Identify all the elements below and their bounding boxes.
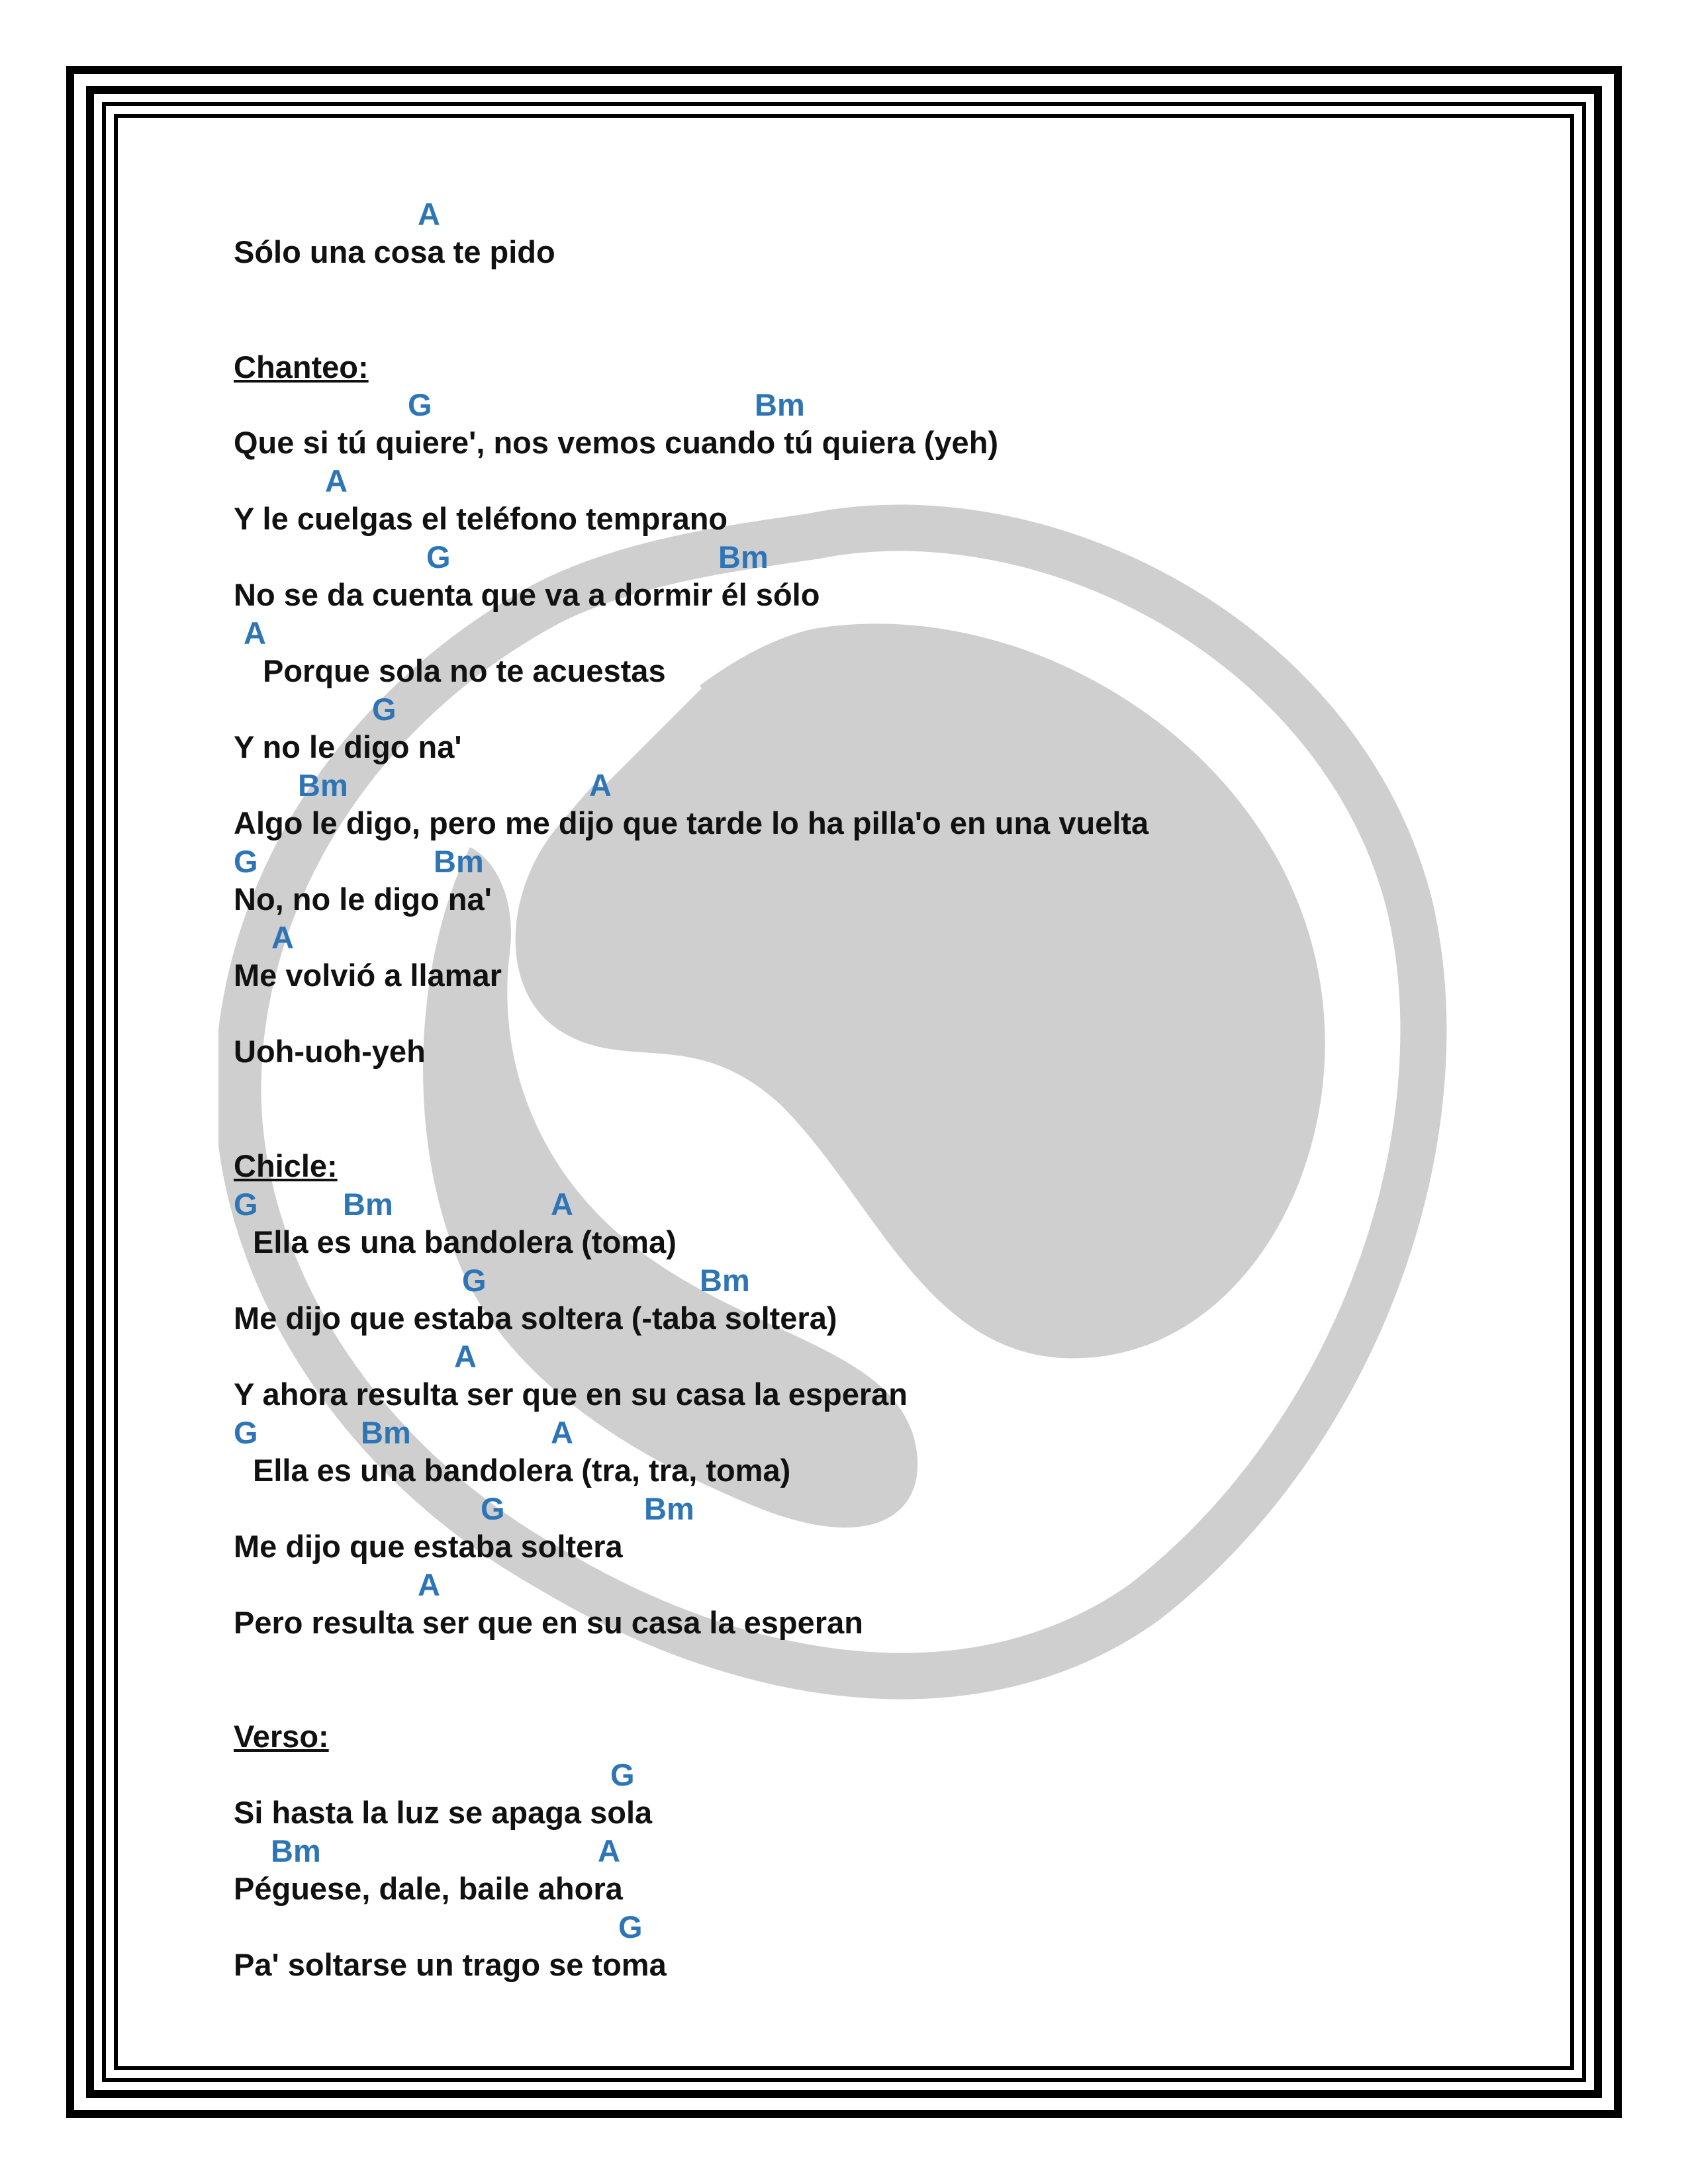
chord-symbol: A — [598, 1833, 620, 1868]
chord-symbol: A — [551, 1187, 573, 1222]
lyric-line: Pa' soltarse un trago se toma — [234, 1947, 667, 1982]
chord-symbol: Bm — [434, 844, 484, 879]
lyric-line: Péguese, dale, baile ahora — [234, 1871, 623, 1906]
chord-symbol: A — [418, 1567, 440, 1602]
lyric-line: Ella es una bandolera (toma) — [253, 1224, 677, 1259]
lyric-line: Porque sola no te acuestas — [263, 653, 666, 688]
chord-symbol: G — [234, 1415, 258, 1450]
chord-symbol: A — [589, 768, 612, 803]
lyric-line: Pero resulta ser que en su casa la esperan — [234, 1605, 863, 1640]
chord-symbol: G — [408, 387, 432, 422]
chord-symbol: G — [234, 844, 258, 879]
chord-symbol: G — [234, 1187, 258, 1222]
lyric-line: Y ahora resulta ser que en su casa la esperan — [234, 1377, 908, 1412]
lyric-line: Ella es una bandolera (tra, tra, toma) — [253, 1453, 791, 1488]
chord-symbol: G — [462, 1263, 487, 1298]
lyric-line: Algo le digo, pero me dijo que tarde lo ha pilla'o en una vuelta — [234, 805, 1149, 841]
lyric-line: Me dijo que estaba soltera (-taba soltera) — [234, 1300, 837, 1336]
chord-symbol: Bm — [361, 1415, 411, 1450]
lyric-line: Y le cuelgas el teléfono temprano — [234, 501, 728, 536]
chord-symbol: Bm — [271, 1833, 321, 1868]
lyric-line: No, no le digo na' — [234, 882, 492, 917]
chord-symbol: Bm — [700, 1263, 750, 1298]
lyric-line-intro: Sólo una cosa te pido — [234, 234, 555, 269]
lyric-line: Que si tú quiere', nos vemos cuando tú quiera (yeh) — [234, 425, 999, 460]
chord-symbol: Bm — [343, 1187, 393, 1222]
lyric-line: Me dijo que estaba soltera — [234, 1529, 623, 1564]
chord-symbol: G — [481, 1491, 505, 1526]
chord-symbol: A — [244, 615, 266, 651]
chord-symbol: A — [454, 1339, 477, 1374]
lyric-line: Me volvió a llamar — [234, 958, 502, 993]
chord-intro-a: A — [418, 197, 440, 232]
chord-symbol: Bm — [755, 387, 805, 422]
lyric-line: Y no le digo na' — [234, 729, 462, 764]
lyric-line: No se da cuenta que va a dormir él sólo — [234, 577, 820, 612]
section-heading-chanteo: Chanteo: — [234, 349, 369, 385]
chord-symbol: G — [618, 1909, 643, 1944]
lyric-line: Si hasta la luz se apaga sola — [234, 1795, 653, 1830]
lyric-line-outro: Uoh-uoh-yeh — [234, 1034, 426, 1069]
chord-symbol: A — [271, 920, 294, 955]
section-heading-verso: Verso: — [234, 1719, 329, 1754]
chord-symbol: Bm — [298, 768, 348, 803]
chord-symbol: Bm — [718, 539, 769, 574]
chord-symbol: A — [551, 1415, 573, 1450]
chord-symbol: G — [426, 539, 451, 574]
chord-symbol: A — [325, 463, 348, 498]
section-heading-chicle: Chicle: — [234, 1148, 338, 1183]
chord-symbol: G — [610, 1757, 635, 1792]
chord-symbol: Bm — [644, 1491, 694, 1526]
chord-symbol: G — [372, 692, 397, 727]
